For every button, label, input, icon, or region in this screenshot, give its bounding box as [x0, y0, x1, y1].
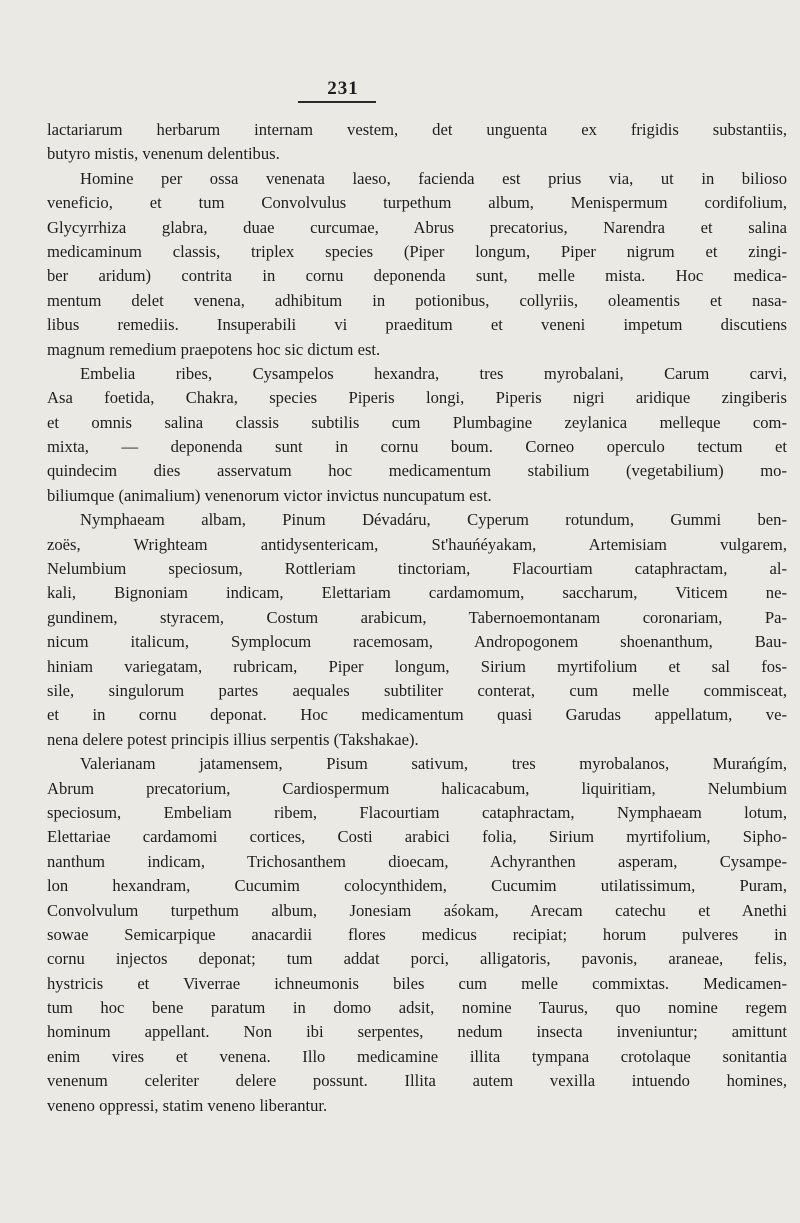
- text-line: quindecim dies asservatum hoc medicamentum stabilium (vegetabilium) mo-: [47, 461, 787, 481]
- text-line: lon hexandram, Cucumim colocynthidem, Cucumim utilatissimum, Puram,: [47, 876, 787, 896]
- text-line: speciosum, Embeliam ribem, Flacourtiam cataphractam, Nymphaeam lotum,: [47, 802, 787, 822]
- text-line: kali, Bignoniam indicam, Elettariam cardamomum, saccharum, Viticem ne-: [47, 583, 787, 603]
- text-line: butyro mistis, venenum delentibus.: [47, 144, 280, 164]
- text-line: Convolvulum turpethum album, Jonesiam aśokam, Arecam catechu et Anethi: [47, 900, 787, 920]
- text-line: mentum delet venena, adhibitum in potionibus, collyriis, oleamentis et nasa-: [47, 290, 787, 310]
- body-text: [47, 118, 787, 1118]
- text-line: Nymphaeam albam, Pinum Dévadáru, Cyperum rotundum, Gummi ben-: [80, 510, 787, 530]
- text-line: medicaminum classis, triplex species (Piper longum, Piper nigrum et zingi-: [47, 241, 787, 261]
- page-number: 231: [327, 78, 359, 99]
- text-line: zoës, Wrighteam antidysentericam, St'hauńéyakam, Artemisiam vulgarem,: [47, 534, 787, 554]
- text-line: Homine per ossa venenata laeso, facienda est prius via, ut in bilioso: [80, 168, 787, 188]
- text-line: venenum celeriter delere possunt. Illita autem vexilla intuendo homines,: [47, 1071, 787, 1091]
- paragraph: [47, 362, 787, 508]
- text-line: veneno oppressi, statim veneno liberantur.: [47, 1095, 328, 1115]
- text-line: hystricis et Viverrae ichneumonis biles cum melle commixtas. Medicamen-: [47, 973, 787, 993]
- paragraph: [47, 508, 787, 752]
- text-line: hiniam variegatam, rubricam, Piper longum, Sirium myrtifolium et sal fos-: [47, 656, 787, 676]
- text-line: nicum italicum, Symplocum racemosam, Andropogonem shoenanthum, Bau-: [47, 632, 787, 652]
- text-line: ber aridum) contrita in cornu deponenda sunt, melle mista. Hoc medica-: [47, 266, 787, 286]
- text-line: libus remediis. Insuperabili vi praeditum et veneni impetum discutiens: [47, 315, 787, 335]
- text-line: tum hoc bene paratum in domo adsit, nomine Taurus, quo nomine regem: [47, 998, 787, 1018]
- text-line: mixta, — deponenda sunt in cornu boum. Corneo operculo tectum et: [47, 437, 787, 457]
- text-line: gundinem, styracem, Costum arabicum, Tabernoemontanam coronariam, Pa-: [47, 607, 787, 627]
- text-line: enim vires et venena. Illo medicamine illita tympana crotolaque sonitantia: [47, 1046, 787, 1066]
- text-line: et in cornu deponat. Hoc medicamentum quasi Garudas appellatum, ve-: [47, 705, 787, 725]
- text-line: Nelumbium speciosum, Rottleriam tinctoriam, Flacourtiam cataphractam, al-: [47, 559, 787, 579]
- text-line: Embelia ribes, Cysampelos hexandra, tres myrobalani, Carum carvi,: [80, 363, 787, 383]
- text-line: lactariarum herbarum internam vestem, det unguenta ex frigidis substantiis,: [47, 120, 787, 139]
- text-line: sile, singulorum partes aequales subtiliter conterat, cum melle commisceat,: [47, 680, 787, 700]
- text-line: Abrum precatorium, Cardiospermum halicacabum, liquiritiam, Nelumbium: [47, 778, 787, 798]
- paragraph: [47, 752, 787, 1118]
- text-line: Elettariae cardamomi cortices, Costi arabici folia, Sirium myrtifolium, Sipho-: [47, 827, 787, 847]
- text-line: nanthum indicam, Trichosanthem dioecam, Achyranthen asperam, Cysampe-: [47, 851, 787, 871]
- page-number-rule: [298, 101, 376, 103]
- text-line: nena delere potest principis illius serpentis (Takshakae).: [47, 729, 419, 749]
- text-line: sowae Semicarpique anacardii flores medicus recipiat; horum pulveres in: [47, 924, 787, 944]
- paragraph: [47, 167, 787, 362]
- text-line: veneficio, et tum Convolvulus turpethum album, Menispermum cordifolium,: [47, 193, 787, 213]
- text-line: biliumque (animalium) venenorum victor invictus nuncupatum est.: [47, 485, 492, 505]
- text-line: cornu injectos deponat; tum addat porci, alligatoris, pavonis, araneae, felis,: [47, 949, 787, 969]
- text-line: Glycyrrhiza glabra, duae curcumae, Abrus precatorius, Narendra et salina: [47, 217, 787, 237]
- text-line: hominum appellant. Non ibi serpentes, nedum insecta inveniuntur; amittunt: [47, 1022, 787, 1042]
- text-line: Asa foetida, Chakra, species Piperis longi, Piperis nigri aridique zingiberis: [47, 388, 787, 408]
- text-line: magnum remedium praepotens hoc sic dictum est.: [47, 339, 381, 359]
- text-line: et omnis salina classis subtilis cum Plumbagine zeylanica melleque com-: [47, 412, 787, 432]
- text-line: Valerianam jatamensem, Pisum sativum, tres myrobalanos, Murańgím,: [80, 754, 787, 774]
- paragraph: [47, 118, 787, 167]
